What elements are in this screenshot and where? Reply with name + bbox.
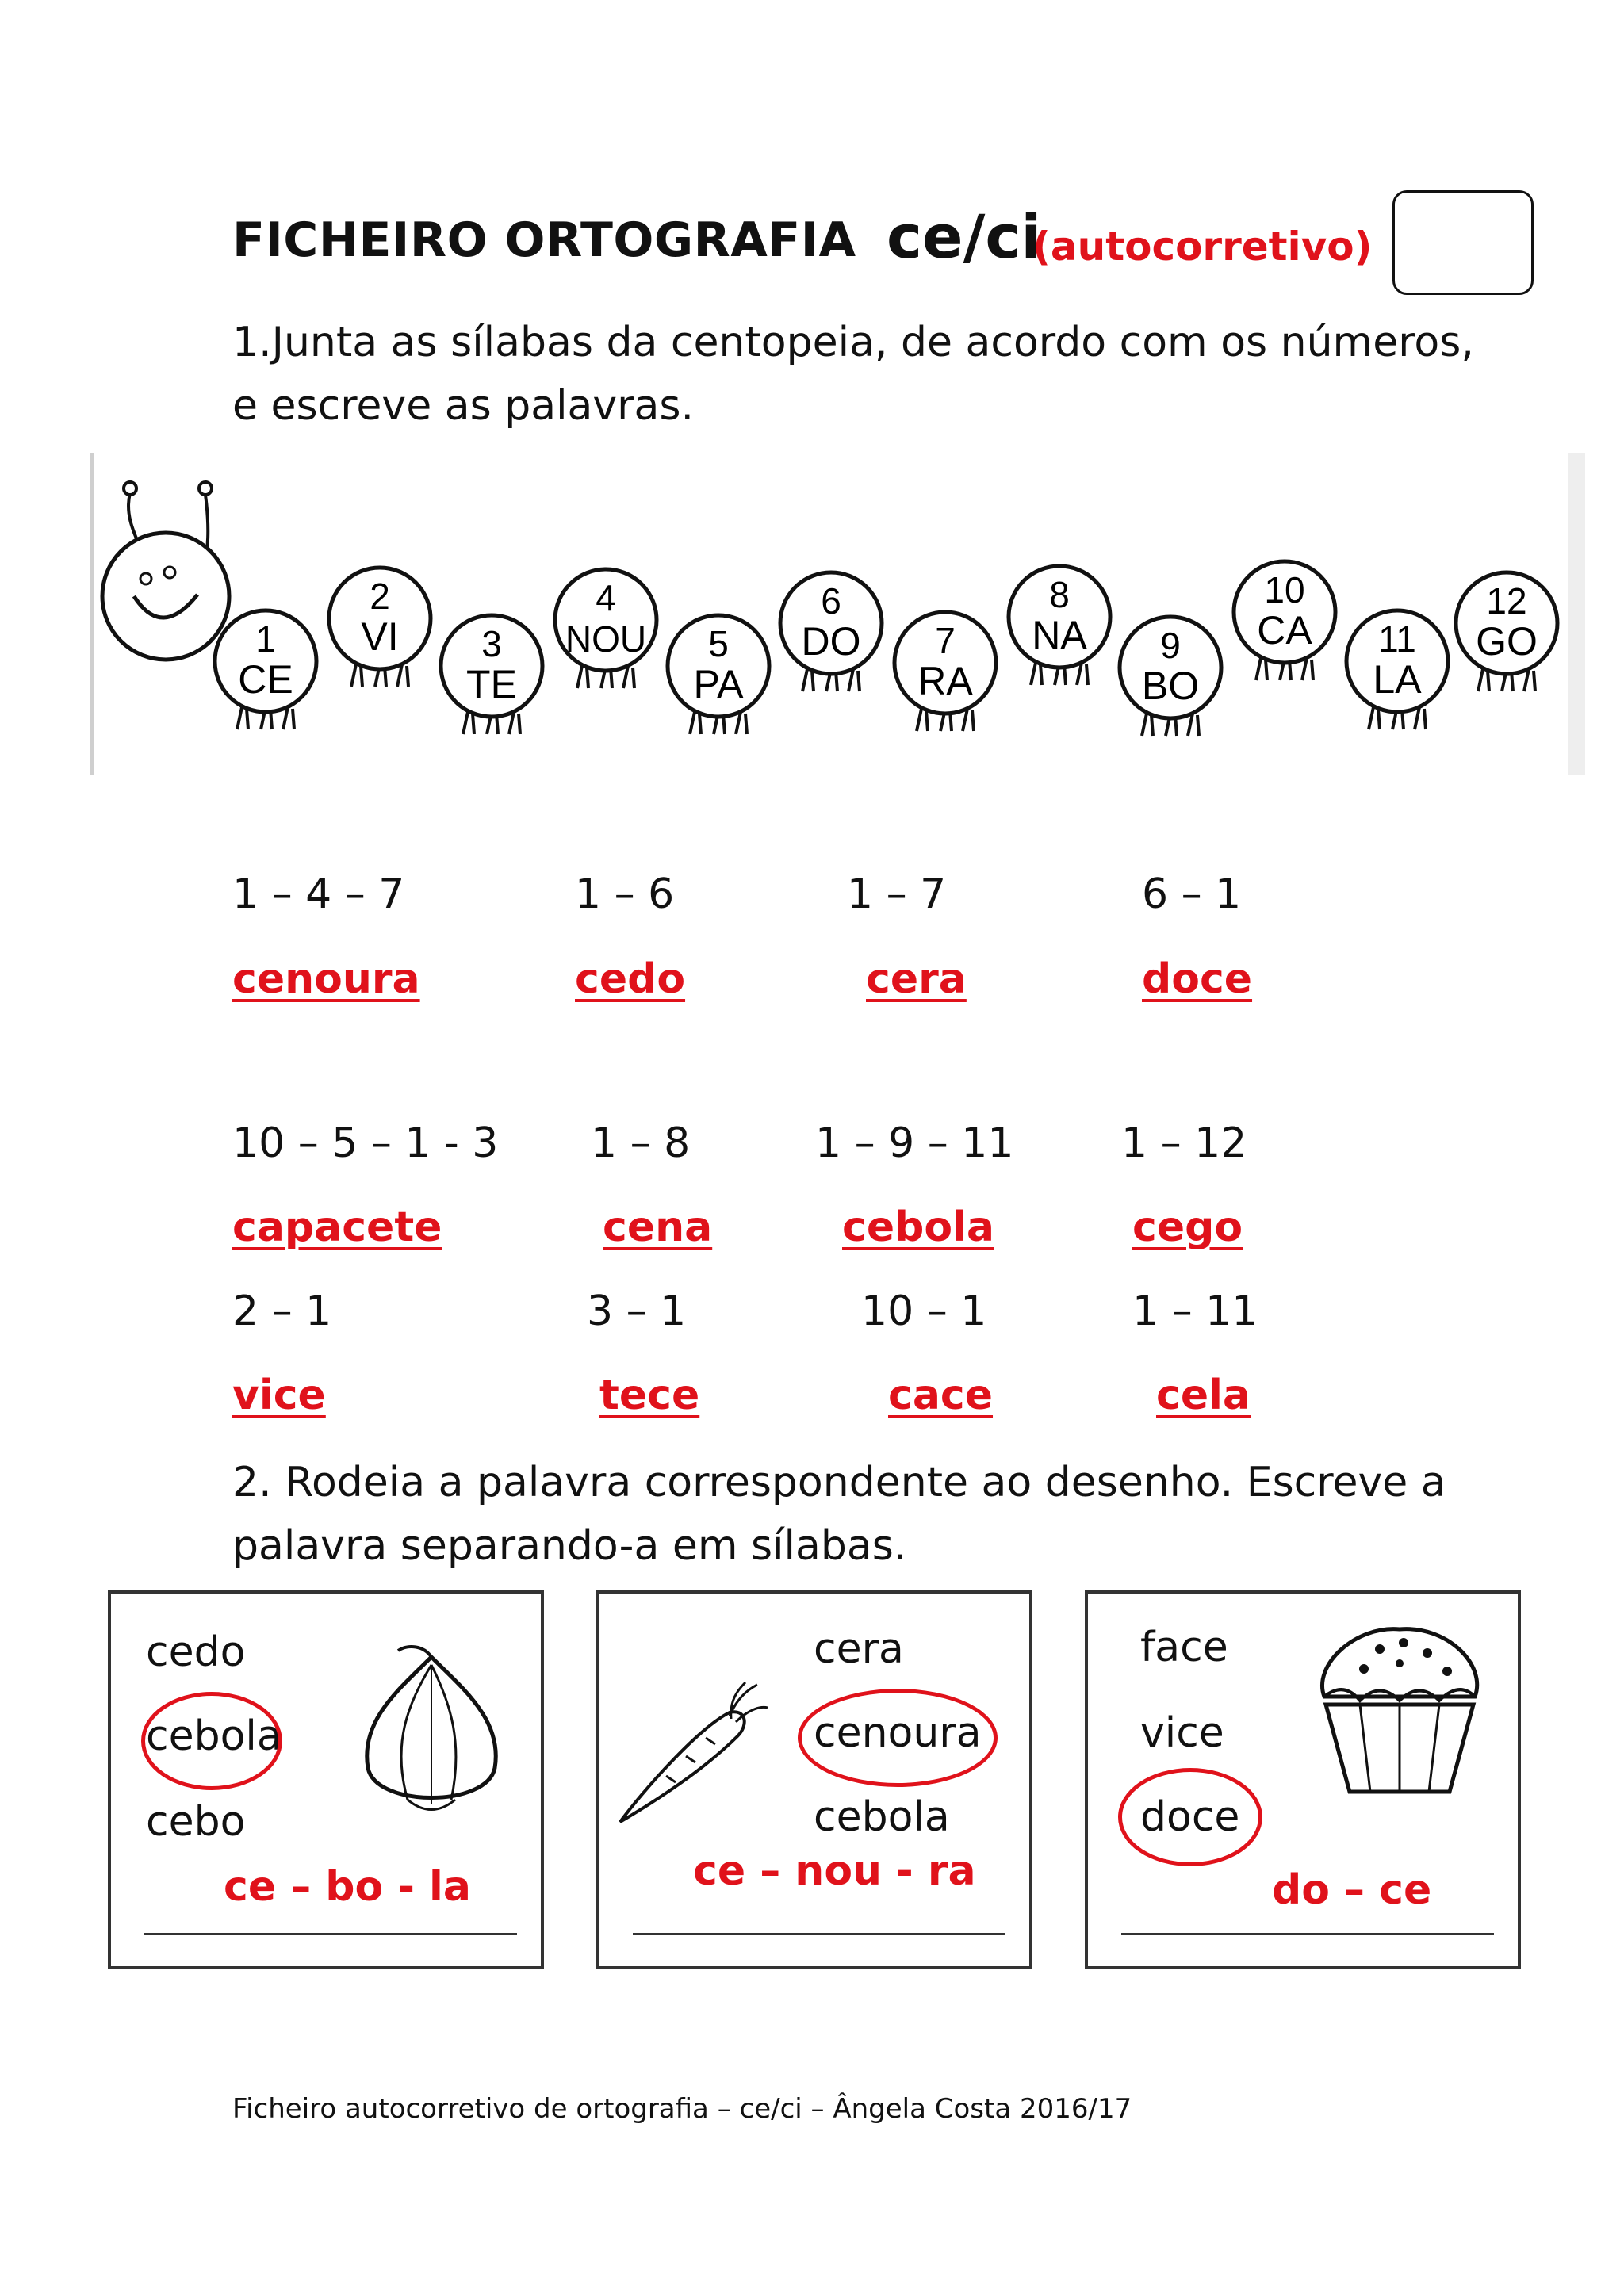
segment-number: 10: [1264, 569, 1305, 610]
panel-cupcake: [1085, 1590, 1521, 1969]
answer-word: vice: [232, 1372, 326, 1419]
option-word: cedo: [146, 1628, 246, 1676]
option-word: cebo: [146, 1798, 246, 1846]
number-combination: 10 – 1: [861, 1288, 987, 1335]
number-combination: 1 – 8: [591, 1119, 691, 1167]
segment-number: 6: [821, 580, 841, 622]
answer-word: cedo: [575, 955, 686, 1003]
answer-word: cera: [866, 955, 967, 1003]
panel-carrot: [596, 1590, 1032, 1969]
score-box: [1392, 190, 1534, 295]
centipede-segment-10: [1234, 561, 1335, 680]
exercise2-instruction: [232, 1451, 1501, 1578]
syllable-answer: ce – nou - ra: [693, 1847, 976, 1895]
segment-number: 12: [1486, 580, 1527, 622]
centipede-illustration: [90, 453, 1589, 777]
segment-number: 3: [481, 623, 502, 664]
carrot-icon: [611, 1681, 769, 1831]
centipede-segment-8: [1009, 566, 1110, 685]
segment-syllable: GO: [1476, 619, 1538, 664]
segment-syllable: CA: [1257, 608, 1312, 652]
number-combination: 1 – 9 – 11: [815, 1119, 1014, 1167]
segment-number: 7: [935, 620, 956, 661]
segment-syllable: NOU: [565, 618, 647, 660]
centipede-segment-6: [780, 572, 882, 691]
footer-credit: Ficheiro autocorretivo de ortografia – ce/ci – Ângela Costa 2016/17: [232, 2093, 1132, 2125]
answer-circle: [141, 1692, 282, 1790]
centipede-frame-right: [1568, 453, 1585, 775]
option-word: face: [1140, 1624, 1228, 1671]
segment-syllable: RA: [917, 659, 973, 703]
segment-number: 8: [1049, 574, 1070, 615]
option-word: vice: [1140, 1709, 1224, 1757]
answer-line: [1121, 1933, 1494, 1935]
number-combination: 1 – 7: [847, 871, 947, 918]
option-word: cenoura: [814, 1709, 982, 1757]
answer-word: capacete: [232, 1203, 442, 1251]
number-combination: 10 – 5 – 1 - 3: [232, 1119, 499, 1167]
answer-circle: [1118, 1768, 1262, 1866]
centipede-segment-2: [329, 568, 431, 687]
segment-number: 1: [255, 618, 276, 660]
number-combination: 1 – 12: [1121, 1119, 1247, 1167]
panel-onion: [108, 1590, 544, 1969]
segment-syllable: DO: [801, 619, 861, 664]
segment-number: 4: [596, 577, 616, 618]
exercise1-instruction-line1: 1.Junta as sílabas da centopeia, de acordo com os números,: [232, 319, 1474, 366]
answer-word: cela: [1156, 1372, 1251, 1419]
centipede-segment-1: [215, 610, 316, 729]
syllable-answer: do – ce: [1272, 1866, 1432, 1914]
number-combination: 2 – 1: [232, 1288, 332, 1335]
option-word: cera: [814, 1625, 904, 1673]
segment-syllable: VI: [361, 614, 399, 659]
centipede-segment-5: [668, 615, 769, 734]
number-combination: 3 – 1: [587, 1288, 687, 1335]
centipede-segment-11: [1346, 610, 1448, 729]
option-word: cebola: [814, 1793, 950, 1841]
segment-number: 9: [1160, 625, 1181, 666]
segment-syllable: CE: [238, 657, 293, 702]
onion-icon: [352, 1641, 511, 1823]
answer-word: cace: [888, 1372, 994, 1419]
number-combination: 1 – 11: [1132, 1288, 1258, 1335]
number-combination: 1 – 6: [575, 871, 675, 918]
centipede-segment-12: [1456, 572, 1557, 691]
syllable-answer: ce – bo - la: [224, 1863, 471, 1911]
answer-word: cebola: [842, 1203, 994, 1251]
centipede-segment-3: [441, 615, 542, 734]
centipede-frame-left: [90, 453, 94, 775]
answer-word: tece: [599, 1372, 700, 1419]
autocorrect-tag: (autocorretivo): [1032, 224, 1373, 270]
exercise1-instruction: [232, 311, 1501, 438]
centipede-head: [102, 482, 229, 660]
answer-word: doce: [1142, 955, 1253, 1003]
segment-syllable: PA: [693, 662, 744, 706]
centipede-segment-9: [1120, 617, 1221, 736]
exercise1-instruction-line2: e escreve as palavras.: [232, 382, 695, 430]
exercise2-instruction-line2: palavra separando-a em sílabas.: [232, 1522, 907, 1570]
centipede-segment-4: [555, 569, 657, 688]
option-word: cebola: [146, 1712, 282, 1760]
answer-word: cenoura: [232, 955, 420, 1003]
page-subtitle: ce/ci: [887, 201, 1042, 272]
answer-word: cena: [603, 1203, 713, 1251]
segment-number: 5: [708, 623, 729, 664]
number-combination: 1 – 4 – 7: [232, 871, 405, 918]
answer-circle: [798, 1689, 998, 1787]
segment-syllable: TE: [466, 662, 517, 706]
option-word: doce: [1140, 1793, 1240, 1841]
exercise2-instruction-line1: 2. Rodeia a palavra correspondente ao desenho. Escreve a: [232, 1459, 1446, 1506]
centipede-segment-7: [894, 612, 996, 731]
cupcake-icon: [1308, 1617, 1491, 1800]
number-combination: 6 – 1: [1142, 871, 1242, 918]
page-title: FICHEIRO ORTOGRAFIA: [232, 212, 856, 268]
answer-line: [633, 1933, 1005, 1935]
centipede-segments: [215, 561, 1557, 736]
segment-syllable: LA: [1373, 657, 1422, 702]
answer-line: [144, 1933, 517, 1935]
segment-syllable: BO: [1141, 664, 1200, 708]
segment-number: 2: [370, 576, 390, 617]
answer-word: cego: [1132, 1203, 1243, 1251]
segment-number: 11: [1378, 618, 1416, 660]
segment-syllable: NA: [1032, 613, 1087, 657]
